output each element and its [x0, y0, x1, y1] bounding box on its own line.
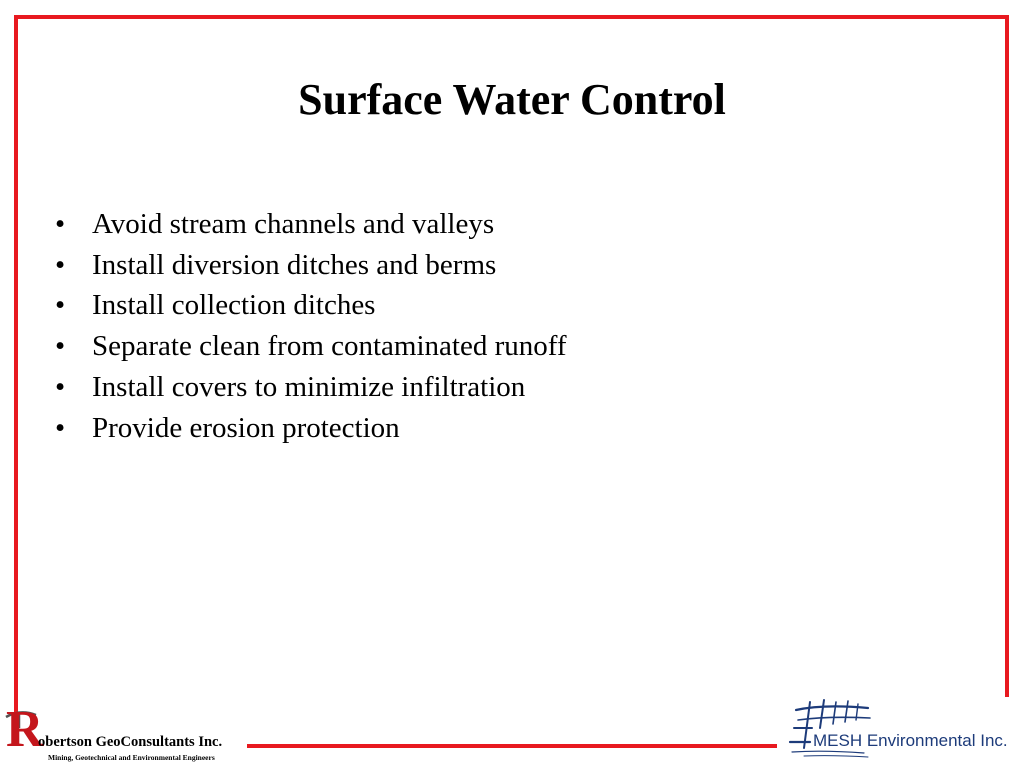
bullet-dot: •	[55, 411, 66, 444]
mesh-emblem-icon	[784, 698, 874, 762]
bullet-item	[55, 245, 567, 286]
bullet-item	[55, 367, 567, 408]
bullet-dot: •	[55, 208, 66, 240]
bullet-text: Install covers to minimize infiltration	[92, 370, 526, 403]
mesh-name: MESH Environmental Inc.	[813, 731, 1008, 750]
bullet-text: Install collection ditches	[92, 289, 376, 322]
bullet-text: Avoid stream channels and valleys	[92, 208, 495, 240]
robertson-logo	[4, 701, 249, 766]
bullet-dot: •	[55, 248, 66, 281]
bullet-item	[55, 326, 567, 367]
bullet-dot: •	[55, 330, 66, 363]
robertson-name: obertson GeoConsultants Inc.	[38, 734, 223, 750]
bullet-item	[55, 285, 567, 326]
bullet-dot: •	[55, 289, 66, 322]
bullet-item	[55, 408, 567, 449]
slide-frame-top	[14, 15, 1009, 19]
robertson-tagline: Mining, Geotechnical and Environmental Engineers	[48, 753, 215, 762]
bullet-text: Install diversion ditches and berms	[92, 248, 497, 281]
mesh-logo	[780, 698, 1020, 764]
bullet-text: Separate clean from contaminated runoff	[92, 330, 567, 363]
bullet-list	[55, 204, 567, 448]
bullet-text: Provide erosion protection	[92, 411, 400, 444]
robertson-initial: R	[6, 701, 44, 758]
slide-frame-bottom	[247, 744, 777, 748]
slide-title: Surface Water Control	[298, 75, 726, 124]
bullet-dot: •	[55, 370, 66, 403]
bullet-item	[55, 204, 567, 245]
